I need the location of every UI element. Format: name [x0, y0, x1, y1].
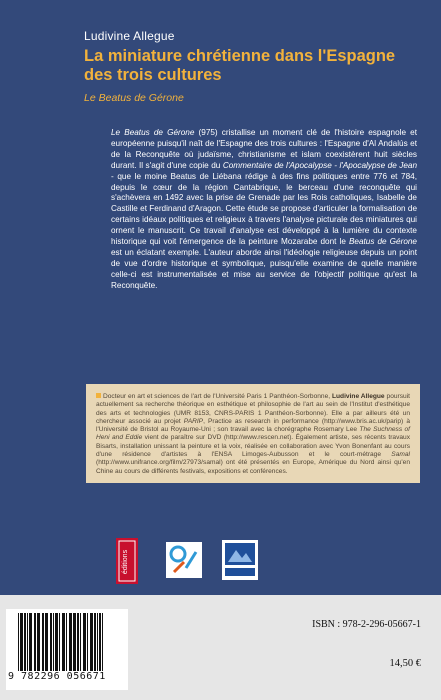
blurb-part: - que le moine Beatus de Liébana rédige à des fins politiques entre 776 et 784, depuis le cœur de la région Cantabrique, le berceau d'une reconquête qui s'achèvera en 1492 avec la prise de Grenade par les Rois catholiques, Isabelle de Castille et Ferdinand d'Aragon. Cette étude se propose d'articuler la formalisation de certains idéaux politiques et religieux à travers l'analyse picturale des miniatures qui ornent le manuscrit. Ce travail d'analyse est développé à la lumière du contexte historique qui voit l'émergence de la peinture Mozarabe dont le: [111, 171, 417, 247]
isbn: ISBN : 978-2-296-05667-1: [312, 619, 421, 630]
bio-part: , Practice as research in performance (http://www.bris.ac.uk/parip) à l'Université de Bristol au Royaume-Uni ; son travail avec la chorégraphe Rosemary Lee: [96, 417, 410, 434]
blurb-part: (975) cristallise un moment clé de l'histoire espagnole et européenne puisqu'il naît de l'Espagne des trois cultures : l'Espagne d'Al Andalús et de la Reconquête où judaïsme, christianisme et islam coexistèrent huit siècles durant. Il s'agit d'une copie du: [111, 128, 417, 170]
barcode-bars: [18, 613, 118, 671]
book-subtitle: Le Beatus de Gérone: [84, 92, 184, 104]
bio-author-name: Ludivine Allegue: [332, 393, 385, 400]
university-logo-icon: [222, 540, 258, 580]
bio-italic: Samal: [391, 451, 410, 459]
bio-part: poursuit actuellement sa recherche théorique en esthétique et philosophie de l'art au sein de l'Institut d'esthétique des arts et technologies (UMR 8153, CNRS-PARIS 1 Panthéon-Sorbonne). Elle a par ailleurs été un chercheur associé au projet: [96, 393, 410, 425]
blurb-text: [111, 128, 417, 292]
blurb-italic-title: Le Beatus de Gérone: [111, 128, 195, 137]
author-name: Ludivine Allegue: [84, 29, 175, 43]
barcode: [6, 609, 128, 690]
bio-part: Docteur en art et sciences de l'art de l'Université Paris 1 Panthéon-Sorbonne,: [103, 393, 332, 400]
bio-italic: The Suchness of Heni and Eddie: [96, 426, 410, 442]
publisher-logo-icon: [116, 538, 138, 584]
bullet-square-icon: [96, 393, 101, 398]
blurb-italic: Commentaire de l'Apocalypse - l'Apocalypse de Jean: [222, 160, 417, 170]
author-bio-box: [86, 384, 420, 483]
svg-text:éditions: éditions: [122, 549, 129, 575]
bio-italic: PARIP: [183, 417, 204, 425]
blurb-italic: Beatus de Gérone: [348, 237, 417, 247]
collection-logo-icon: [166, 542, 202, 578]
barcode-number: 9 782296 056671: [8, 671, 106, 682]
blurb-part: est un éclatant exemple. L'auteur aborde ainsi l'idéologie religieuse depuis un point de vue d'ordre historique et symbolique, puisqu'elle examine de quelle manière celle-ci est instrumentalisée et mise au service de l'objectif politique qu'est la Reconquête.: [111, 247, 417, 290]
bio-part: (http://www.unifrance.org/film/27973/samal) ont été présentés en Europe, Amérique du Nord ainsi qu'en Chine au cours de différents festivals, expositions et conférences.: [96, 459, 410, 475]
bio-part: vient de paraître sur DVD (http://www.rescen.net). Également artiste, ses récents travaux Bisarts, installation unissant la peinture et la voix, réalisée en collaboration avec Yvon Bonenfant au cours d'une résidence d'artistes à l'ENSA Limoges-Aubusson et le court-métrage: [96, 434, 411, 459]
price: 14,50 €: [389, 658, 421, 669]
book-title: La miniature chrétienne dans l'Espagne des trois cultures: [84, 47, 396, 84]
